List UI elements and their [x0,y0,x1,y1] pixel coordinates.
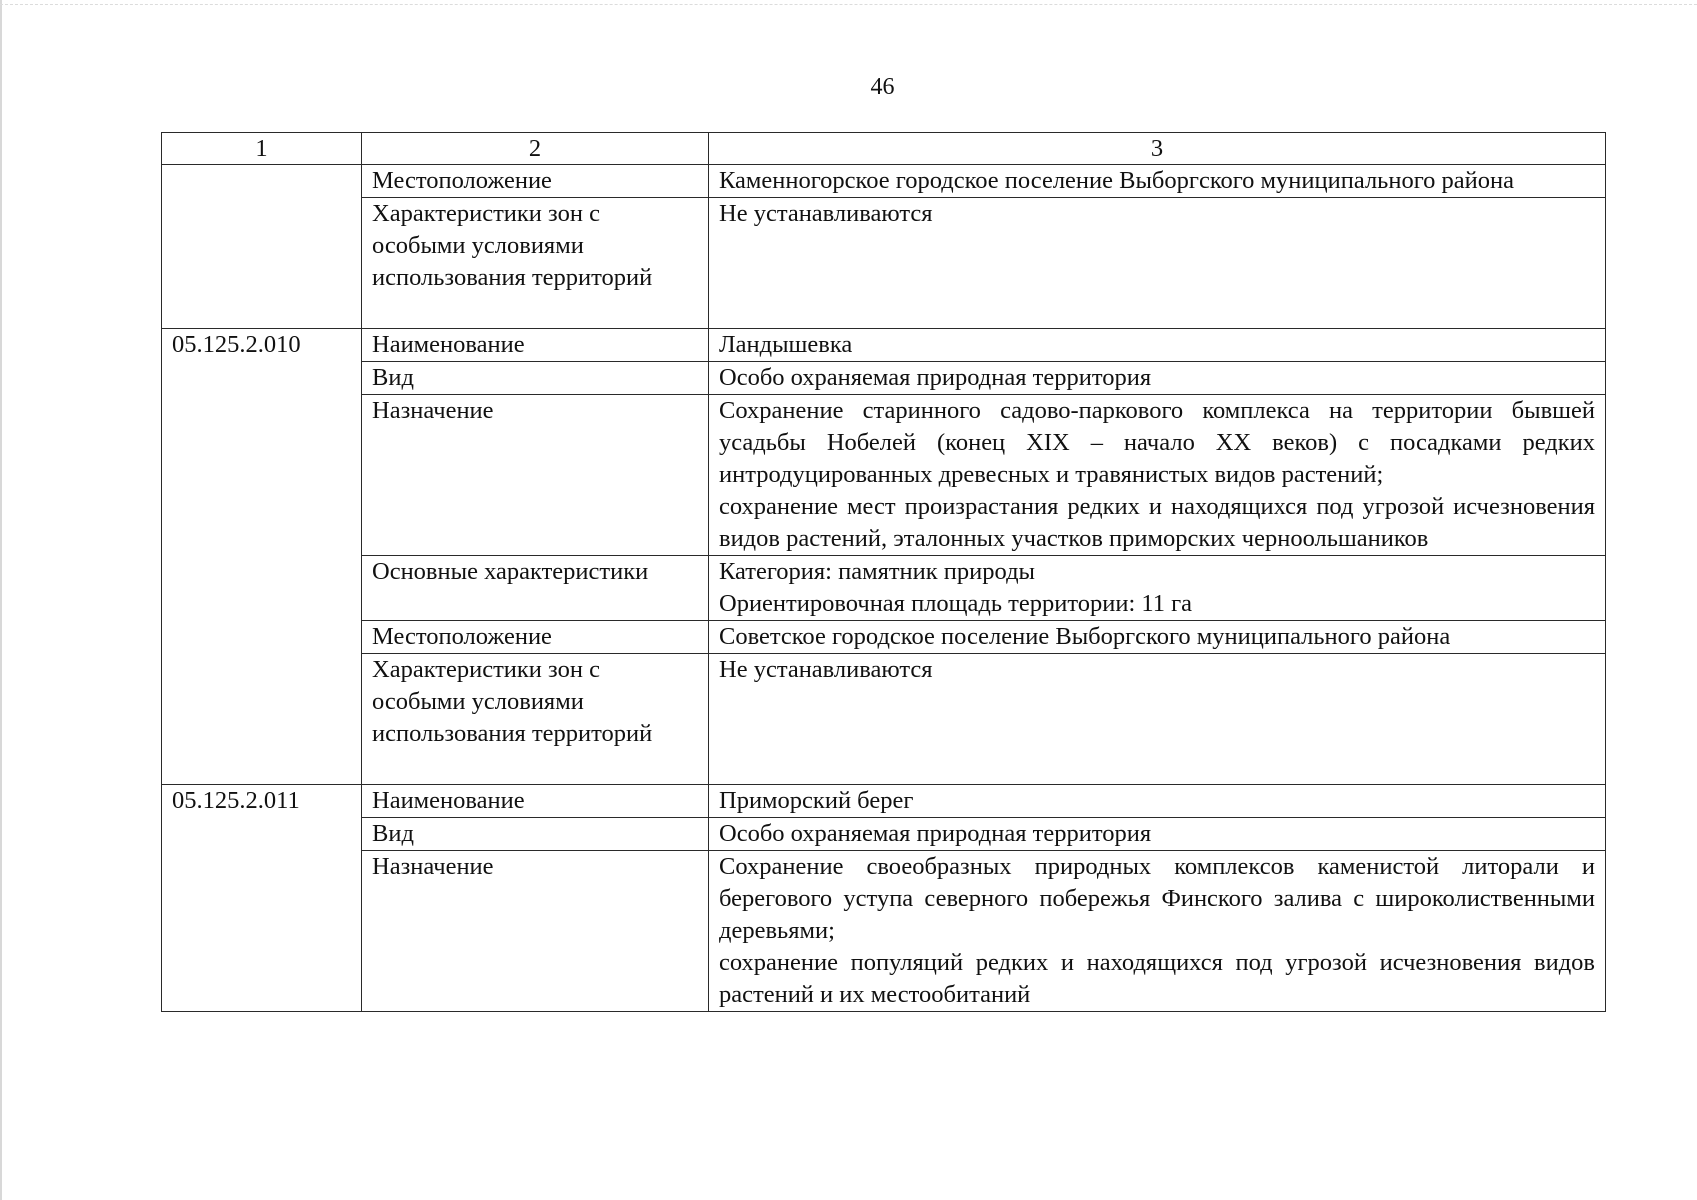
register-table [161,132,1606,1012]
table-row [162,851,1606,1012]
header-cell-2: 2 [362,133,709,165]
paragraph: сохранение мест произрастания редких и находящихся под угрозой исчезновения видов растений, эталонных участков приморских черноольшаников [719,493,1595,552]
page-number: 46 [870,74,895,100]
param-label: Наименование [362,785,709,818]
param-label: Вид [362,362,709,395]
param-value [709,851,1606,1012]
scan-top-edge [0,4,1697,5]
paragraph: Сохранение своеобразных природных комплексов каменистой литорали и берегового уступа северного побережья Финского залива с широколиственными деревьями; [719,853,1595,944]
table-row [162,785,1606,818]
header-cell-3: 3 [709,133,1606,165]
param-label: Характеристики зон с особыми условиями использования территорий [362,654,709,785]
param-value: Советское городское поселение Выборгского муниципального района [709,621,1606,654]
param-label: Назначение [362,395,709,556]
table-row [162,818,1606,851]
paragraph: Ориентировочная площадь территории: 11 га [719,590,1193,617]
paragraph: Сохранение старинного садово-паркового комплекса на территории бывшей усадьбы Нобелей (конец XIX – начало XX веков) с посадками редких интродуцированных древесных и травянистых видов растений; [719,397,1595,488]
table-row [162,395,1606,556]
param-label: Наименование [362,329,709,362]
param-label: Местоположение [362,621,709,654]
object-code: 05.125.2.011 [162,785,362,1012]
param-label: Основные характеристики [362,556,709,621]
table-row [162,556,1606,621]
param-value [709,395,1606,556]
table-row [162,654,1606,785]
table-row [162,362,1606,395]
param-label: Характеристики зон с особыми условиями использования территорий [362,198,709,329]
object-code: 05.125.2.010 [162,329,362,785]
param-value: Не устанавливаются [709,654,1606,785]
table-row [162,198,1606,329]
table-row [162,329,1606,362]
param-value: Приморский берег [709,785,1606,818]
param-label: Местоположение [362,165,709,198]
object-code-cell-empty [162,165,362,329]
param-value: Каменногорское городское поселение Выборгского муниципального района [709,165,1606,198]
table-row [162,621,1606,654]
table-row [162,165,1606,198]
scan-left-edge [0,0,2,1200]
header-cell-1: 1 [162,133,362,165]
param-value: Не устанавливаются [709,198,1606,329]
param-label: Назначение [362,851,709,1012]
param-label: Вид [362,818,709,851]
param-value: Ландышевка [709,329,1606,362]
param-value [709,556,1606,621]
paragraph: сохранение популяций редких и находящихся под угрозой исчезновения видов растений и их местообитаний [719,949,1595,1008]
param-value: Особо охраняемая природная территория [709,818,1606,851]
param-value: Особо охраняемая природная территория [709,362,1606,395]
paragraph: Категория: памятник природы [719,558,1035,585]
table-header-row [162,133,1606,165]
